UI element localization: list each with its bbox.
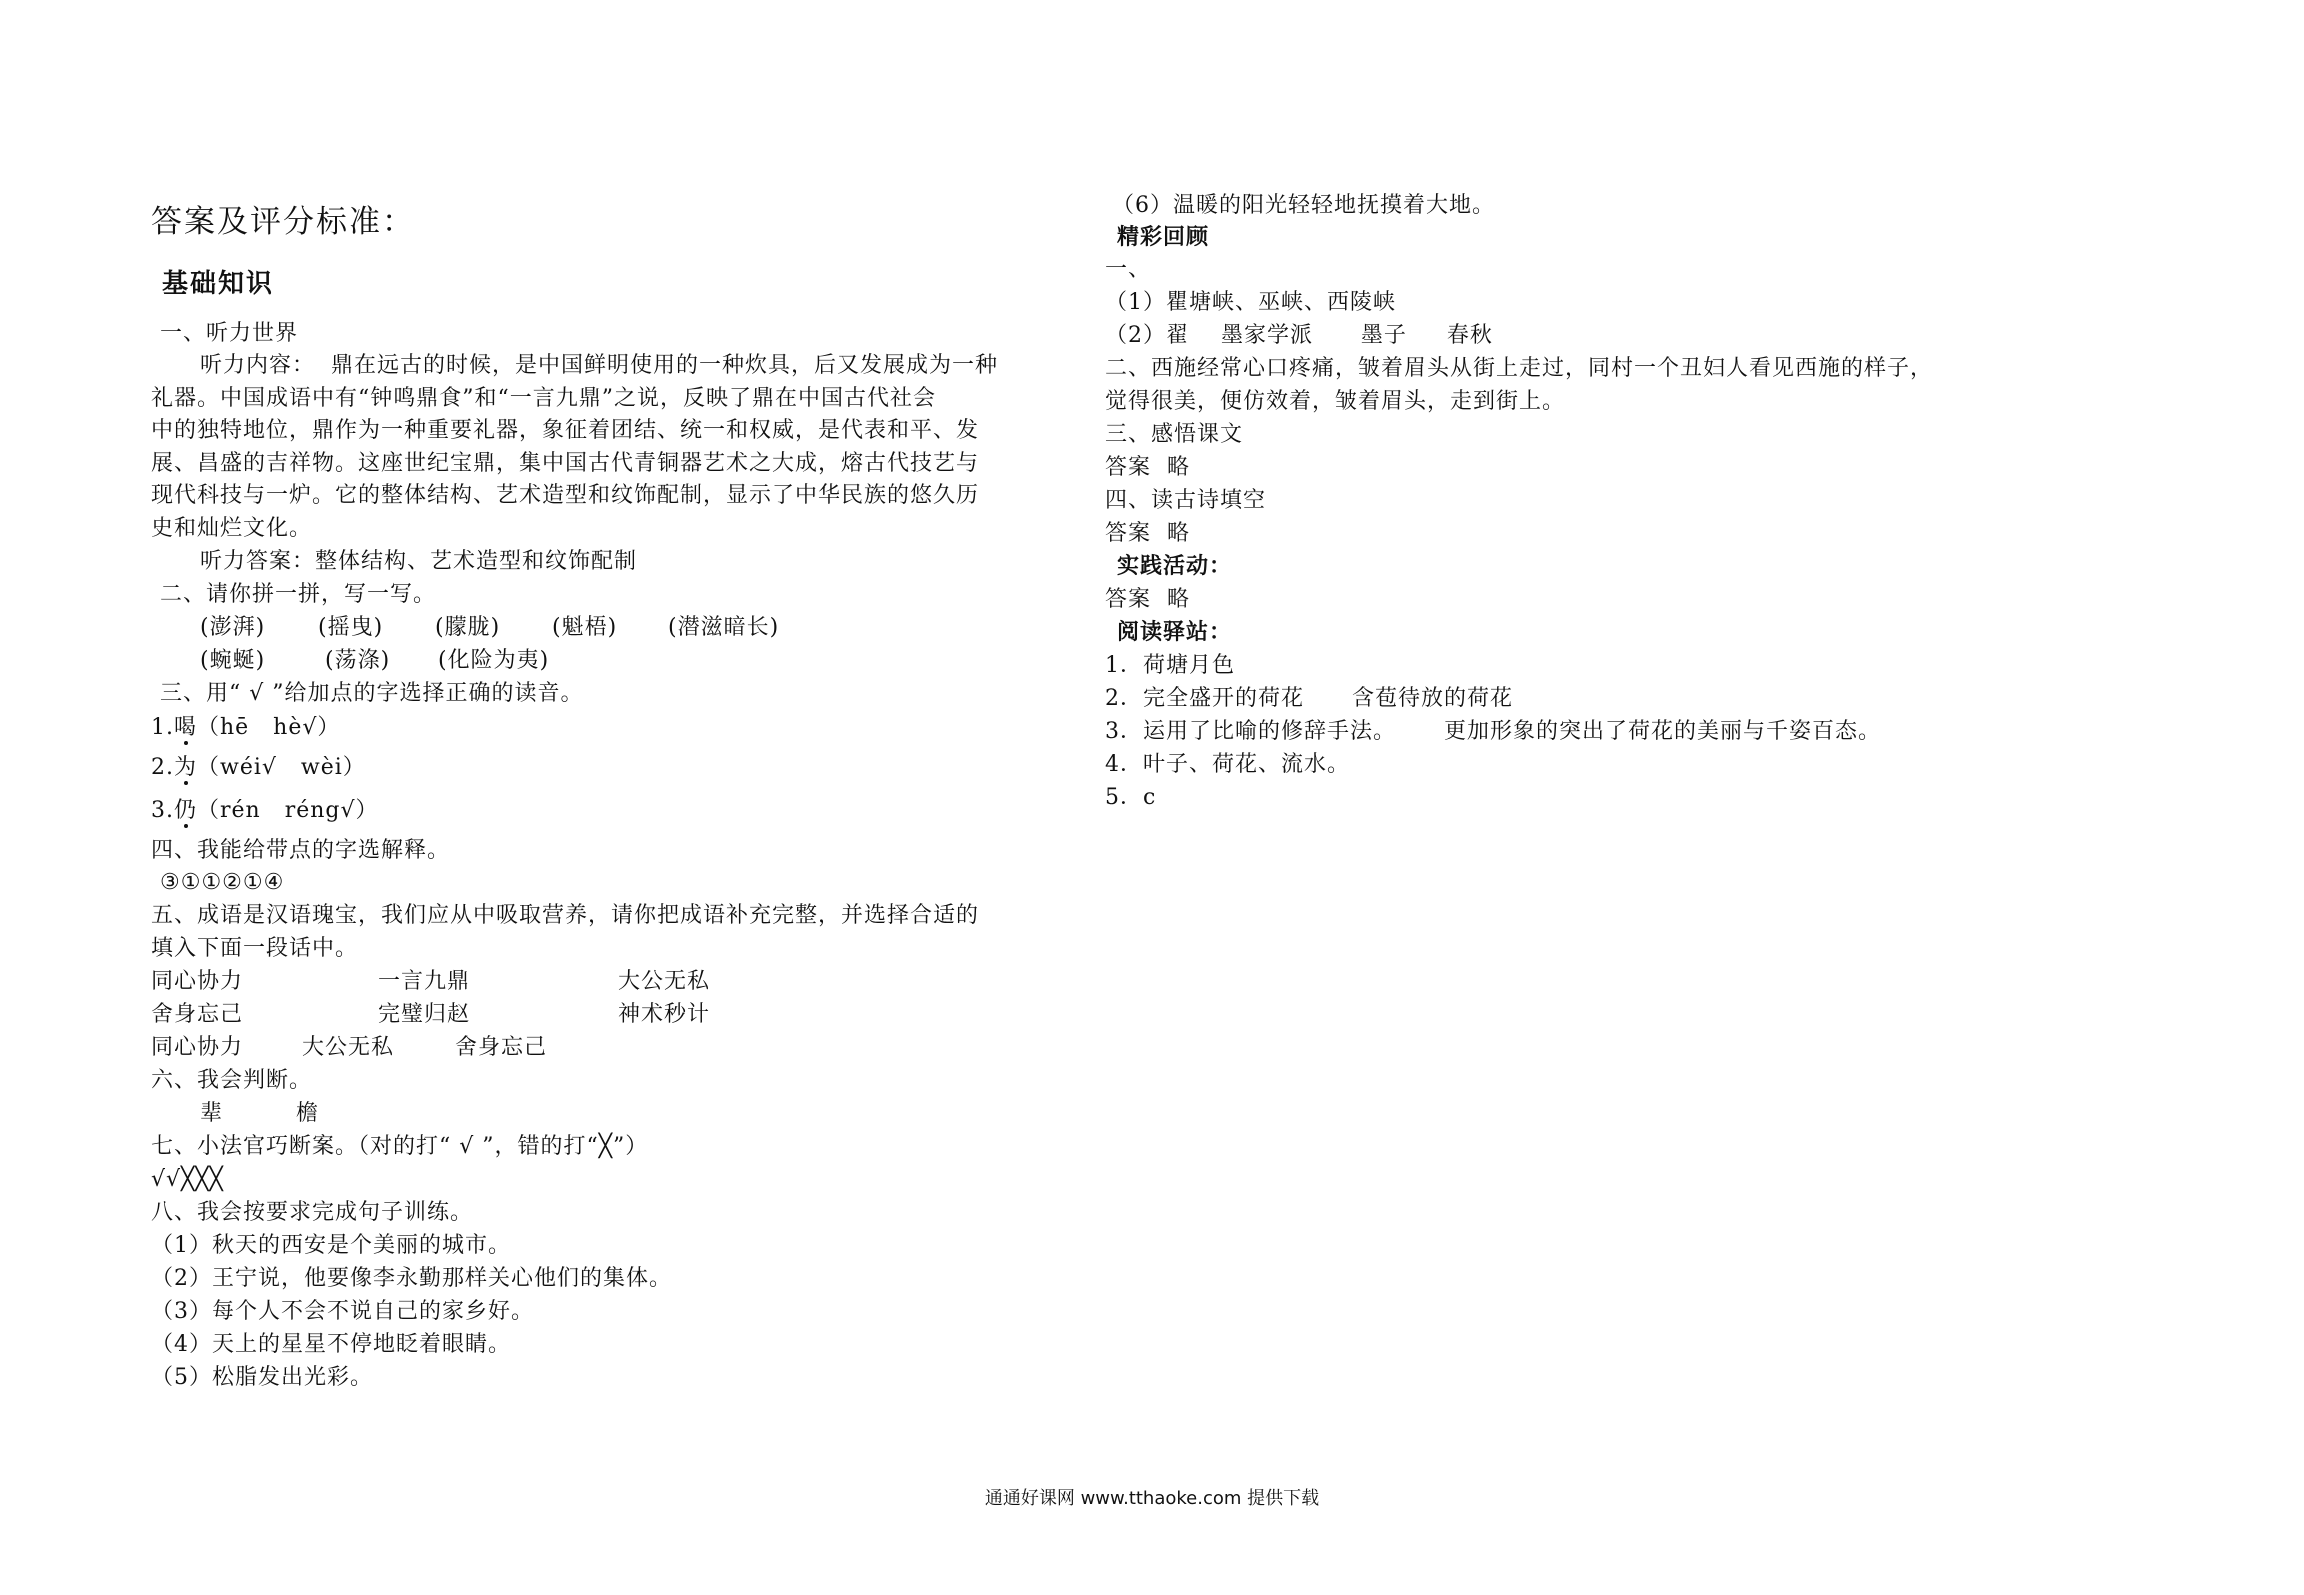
reading-title: 阅读驿站： [1117,620,1233,645]
s5-idiom: 大公无私 [618,969,711,994]
s3-item-number: 2. [151,755,174,780]
reading-item: 2．完全盛开的荷花 含苞待放的荷花 [1105,686,1513,711]
s5-idiom: 同心协力 [151,969,244,994]
r1-item: （2）翟 墨家学派 墨子 春秋 [1105,323,1493,348]
practice-answer: 答案 略 [1105,587,1190,612]
s5-fill-answer: 大公无私 [302,1035,395,1060]
page-title: 答案及评分标准： [151,204,415,240]
s8-item: （3）每个人不会不说自己的家乡好。 [151,1299,534,1324]
s2-word: (摇曳) [318,615,384,640]
s8-item: （4）天上的星星不停地眨着眼睛。 [151,1332,511,1357]
s1-paragraph-line: 史和灿烂文化。 [151,516,313,541]
s6-title: 六、我会判断。 [151,1068,313,1093]
s3-dotted-char: 喝 [174,715,198,740]
s3-item [151,712,340,744]
r1-title: 一、 [1105,257,1152,282]
s3-item-number: 1. [151,715,174,740]
practice-title: 实践活动： [1117,554,1233,579]
s8-item: （5）松脂发出光彩。 [151,1365,373,1390]
s2-word: (蜿蜒) [200,648,266,673]
section-basic-knowledge: 基础知识 [162,269,275,299]
s3-item-answer: （wéi√ wèi） [197,755,366,780]
s1-title: 一、听力世界 [160,321,299,346]
s2-word: (魁梧) [552,615,618,640]
s3-dotted-char: 为 [174,755,198,780]
r4-answer: 答案 略 [1105,521,1190,546]
s5-title-line: 填入下面一段话中。 [151,936,359,961]
s6-answer: 檐 [296,1101,320,1126]
s3-item [151,752,366,784]
s6-answer: 辈 [200,1101,224,1126]
s5-fill-answer: 舍身忘己 [455,1035,548,1060]
reading-item: 4．叶子、荷花、流水。 [1105,752,1350,777]
reading-item: 5．c [1105,785,1157,810]
s4-answer: ③①①②①④ [160,870,285,895]
reading-item: 3．运用了比喻的修辞手法。 更加形象的突出了荷花的美丽与千姿百态。 [1105,719,1881,744]
r2-line: 二、西施经常心口疼痛，皱着眉头从街上走过，同村一个丑妇人看见西施的样子， [1105,356,1934,381]
s3-item [151,795,379,827]
s8-item: （2）王宁说，他要像李永勤那样关心他们的集体。 [151,1266,672,1291]
s2-title: 二、请你拼一拼，写一写。 [160,582,437,607]
r2-line: 觉得很美，便仿效着，皱着眉头，走到街上。 [1105,389,1566,414]
s3-item-answer: （hē hè√） [197,715,341,740]
s3-item-answer: （rén réng√） [197,798,379,823]
s3-item-number: 3. [151,798,174,823]
review-title: 精彩回顾 [1117,225,1210,250]
s1-paragraph-line: 展、昌盛的吉祥物。这座世纪宝鼎，集中国古代青铜器艺术之大成，熔古代技艺与 [151,451,980,476]
s8-item: （6）温暖的阳光轻轻地抚摸着大地。 [1112,193,1495,218]
s3-title: 三、用“ √ ”给加点的字选择正确的读音。 [160,681,584,706]
s2-word: (朦胧) [435,615,501,640]
s1-paragraph-line: 礼器。中国成语中有“钟鸣鼎食”和“一言九鼎”之说，反映了鼎在中国古代社会 [151,386,936,411]
s5-idiom: 一言九鼎 [378,969,471,994]
s5-idiom: 完璧归赵 [378,1002,471,1027]
s7-answer: √√╳╳╳ [151,1167,224,1192]
r4-title: 四、读古诗填空 [1105,488,1267,513]
s5-title-line: 五、成语是汉语瑰宝，我们应从中吸取营养，请你把成语补充完整，并选择合适的 [151,903,980,928]
r1-item: （1）瞿塘峡、巫峡、西陵峡 [1105,290,1396,315]
s1-paragraph-line: 现代科技与一炉。它的整体结构、艺术造型和纹饰配制，显示了中华民族的悠久历 [151,483,980,508]
s1-paragraph-line: 听力内容： 鼎在远古的时候，是中国鲜明使用的一种炊具，后又发展成为一种 [200,353,998,378]
footer-source: 通通好课网 www.tthaoke.com 提供下载 [984,1488,1320,1509]
s5-idiom: 神术秒计 [618,1002,711,1027]
reading-item: 1．荷塘月色 [1105,653,1235,678]
s8-item: （1）秋天的西安是个美丽的城市。 [151,1233,511,1258]
s1-answer: 听力答案：整体结构、艺术造型和纹饰配制 [200,549,638,574]
s2-word: (澎湃) [200,615,266,640]
r3-answer: 答案 略 [1105,455,1190,480]
s4-title: 四、我能给带点的字选解释。 [151,838,451,863]
s7-title: 七、小法官巧断案。（对的打“ √ ”，错的打“╳”） [151,1134,649,1159]
r3-title: 三、感悟课文 [1105,422,1244,447]
s2-word: (荡涤) [325,648,391,673]
s2-word: (化险为夷) [438,648,550,673]
s3-dotted-char: 仍 [174,798,198,823]
s8-title: 八、我会按要求完成句子训练。 [151,1200,474,1225]
s1-paragraph-line: 中的独特地位，鼎作为一种重要礼器，象征着团结、统一和权威，是代表和平、发 [151,418,980,443]
s5-idiom: 舍身忘己 [151,1002,244,1027]
s2-word: (潜滋暗长) [668,615,780,640]
s5-fill-answer: 同心协力 [151,1035,244,1060]
